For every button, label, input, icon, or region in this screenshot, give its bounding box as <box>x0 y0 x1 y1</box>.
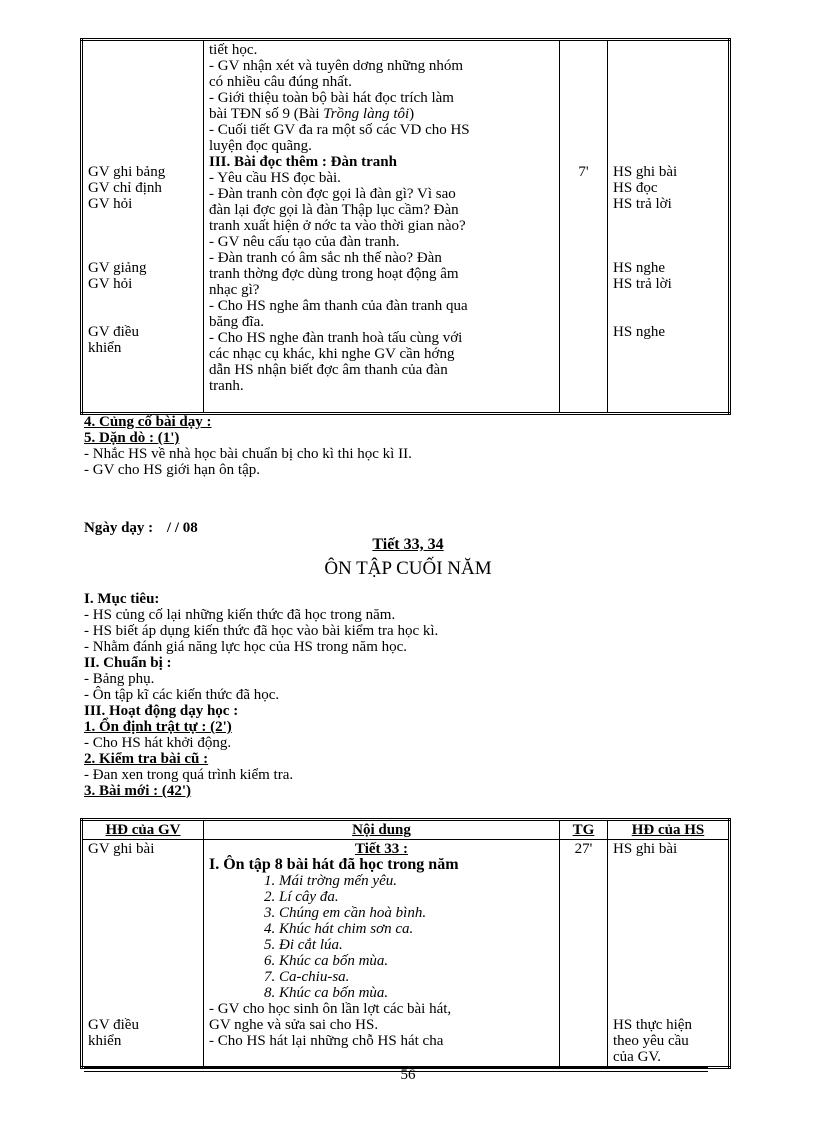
song-item: 3. Chúng em cần hoà bình. <box>264 905 427 921</box>
closing-section <box>84 414 412 478</box>
song-item: 6. Khúc ca bốn mùa. <box>264 953 389 969</box>
content-line: - GV nêu cấu tạo của đàn tranh. <box>209 234 400 250</box>
text-line: - Bảng phụ. <box>84 671 155 687</box>
hs-item: HS ghi bài <box>613 164 678 180</box>
hs-item: theo yêu cầu <box>613 1033 689 1049</box>
content-line: băng đĩa. <box>209 314 264 330</box>
content-line: có nhiều câu đúng nhất. <box>209 74 352 90</box>
gv-item: GV điều <box>88 1017 139 1033</box>
gv-item: khiển <box>88 1033 122 1049</box>
gv-item: GV hỏi <box>88 276 133 292</box>
content-line: tranh xuất hiện ở nớc ta vào thời gian nào? <box>209 218 466 234</box>
hs-item: HS trả lời <box>613 276 672 292</box>
song-item: 5. Đi cắt lúa. <box>264 937 343 953</box>
hs-item: HS trả lời <box>613 196 672 212</box>
text-line: - HS củng cố lại những kiến thức đã học trong năm. <box>84 607 396 623</box>
time-cell <box>560 840 608 1068</box>
song-title: Trồng làng tôi <box>323 106 410 122</box>
content-line: bài TĐN số 9 (Bài Trồng làng tôi) <box>209 106 415 122</box>
song-item: 7. Ca-chiu-sa. <box>264 969 350 985</box>
hs-item: HS thực hiện <box>613 1017 692 1033</box>
content-line: - Đàn tranh còn đợc gọi là đàn gì? Vì sao <box>209 186 456 202</box>
gv-item: GV ghi bài <box>88 841 155 857</box>
header-gv: HĐ của GV <box>82 820 204 840</box>
content-line: - Giới thiệu toàn bộ bài hát đọc trích làm <box>209 90 454 106</box>
content-line: - Đàn tranh có âm sắc nh thế nào? Đàn <box>209 250 442 266</box>
content-cell <box>204 840 560 1068</box>
content-line: - Cho HS nghe đàn tranh hoà tấu cùng với <box>209 330 463 346</box>
student-activity-cell <box>608 840 730 1068</box>
section-heading: II. Chuẩn bị : <box>84 655 172 671</box>
content-line: nhạc gì? <box>209 282 260 298</box>
hs-item: HS nghe <box>613 260 666 276</box>
lesson-plan-body <box>84 591 438 799</box>
gv-item: GV điều <box>88 324 139 340</box>
section-heading: I. Ôn tập 8 bài hát đã học trong năm <box>209 856 459 873</box>
song-item: 2. Lí cây đa. <box>264 889 339 905</box>
content-line: tranh. <box>209 378 244 394</box>
gv-item: GV chỉ định <box>88 180 162 196</box>
gv-item: GV ghi bảng <box>88 164 166 180</box>
gv-item: GV giảng <box>88 260 147 276</box>
section-heading: III. Hoạt động dạy học : <box>84 703 239 719</box>
teacher-activity-cell <box>82 840 204 1068</box>
text-line: - Ôn tập kĩ các kiến thức đã học. <box>84 687 280 703</box>
header-content: Nội dung <box>204 820 560 840</box>
content-line: dẫn HS nhận biết đợc âm thanh của đàn <box>209 362 448 378</box>
activity-table <box>80 818 731 1069</box>
content-line: tiết học. <box>209 42 258 58</box>
time-cell <box>560 40 608 414</box>
hs-item: HS nghe <box>613 324 666 340</box>
page-title: ÔN TẬP CUỐI NĂM <box>324 558 492 579</box>
teaching-date <box>84 520 198 536</box>
page-number: 56 <box>400 1067 416 1083</box>
sub-heading: 2. Kiểm tra bài cũ : <box>84 751 209 767</box>
sub-heading: 3. Bài mới : (42') <box>84 783 192 799</box>
section-heading: III. Bài đọc thêm : Đàn tranh <box>209 154 397 170</box>
lesson-number: Tiết 33, 34 <box>372 536 444 553</box>
hs-item: HS ghi bài <box>613 841 678 857</box>
song-item: 8. Khúc ca bốn mùa. <box>264 985 389 1001</box>
section-heading: 5. Dặn dò : (1') <box>84 430 180 446</box>
content-line: luyện đọc quãng. <box>209 138 312 154</box>
content-line: - GV nhận xét và tuyên dơng những nhóm <box>209 58 464 74</box>
date-value: / / 08 <box>166 520 198 536</box>
hs-item: của GV. <box>613 1049 662 1065</box>
sub-heading: 1. Ổn định trật tự : (2') <box>84 719 232 735</box>
text-line: - Nhằm đánh giá năng lực học của HS trong năm học. <box>84 639 408 655</box>
activity-table-continued <box>80 38 731 415</box>
lesson-sub-heading: Tiết 33 : <box>354 841 409 857</box>
text-line: - Cho HS hát khởi động. <box>84 735 232 751</box>
song-item: 4. Khúc hát chim sơn ca. <box>264 921 414 937</box>
gv-item: khiển <box>88 340 122 356</box>
content-line: tranh thờng đợc dùng trong hoạt động âm <box>209 266 459 282</box>
time-value: 27' <box>574 841 593 857</box>
text-line: - HS biết áp dụng kiến thức đã học vào bài kiểm tra học kì. <box>84 623 439 639</box>
time-value: 7' <box>578 164 589 180</box>
teacher-activity-cell <box>82 40 204 414</box>
content-line: - Cho HS nghe âm thanh của đàn tranh qua <box>209 298 468 314</box>
content-line: GV nghe và sửa sai cho HS. <box>209 1017 379 1033</box>
hs-item: HS đọc <box>613 180 658 196</box>
header-time: TG <box>560 820 608 840</box>
content-line: - Cho HS hát lại những chỗ HS hát cha <box>209 1033 444 1049</box>
text-line: - Đan xen trong quá trình kiểm tra. <box>84 767 294 783</box>
content-cell <box>204 40 560 414</box>
date-label: Ngày dạy : <box>84 520 154 536</box>
content-line: đàn lại đợc gọi là đàn Thập lục cầm? Đàn <box>209 202 459 218</box>
content-line: - GV cho học sinh ôn lần lợt các bài hát, <box>209 1001 452 1017</box>
text-line: - GV cho HS giới hạn ôn tập. <box>84 462 260 478</box>
header-hs: HĐ của HS <box>608 820 730 840</box>
student-activity-cell <box>608 40 730 414</box>
content-line: - Yêu cầu HS đọc bài. <box>209 170 341 186</box>
section-heading: I. Mục tiêu: <box>84 591 160 607</box>
text-line: - Nhắc HS về nhà học bài chuẩn bị cho kì thi học kì II. <box>84 446 412 462</box>
content-line: các nhạc cụ khác, khi nghe GV cần hớng <box>209 346 455 362</box>
content-line: - Cuối tiết GV đa ra một số các VD cho HS <box>209 122 470 138</box>
song-item: 1. Mái trờng mến yêu. <box>264 873 397 889</box>
section-heading: 4. Củng cố bài dạy : <box>84 414 212 430</box>
gv-item: GV hỏi <box>88 196 133 212</box>
